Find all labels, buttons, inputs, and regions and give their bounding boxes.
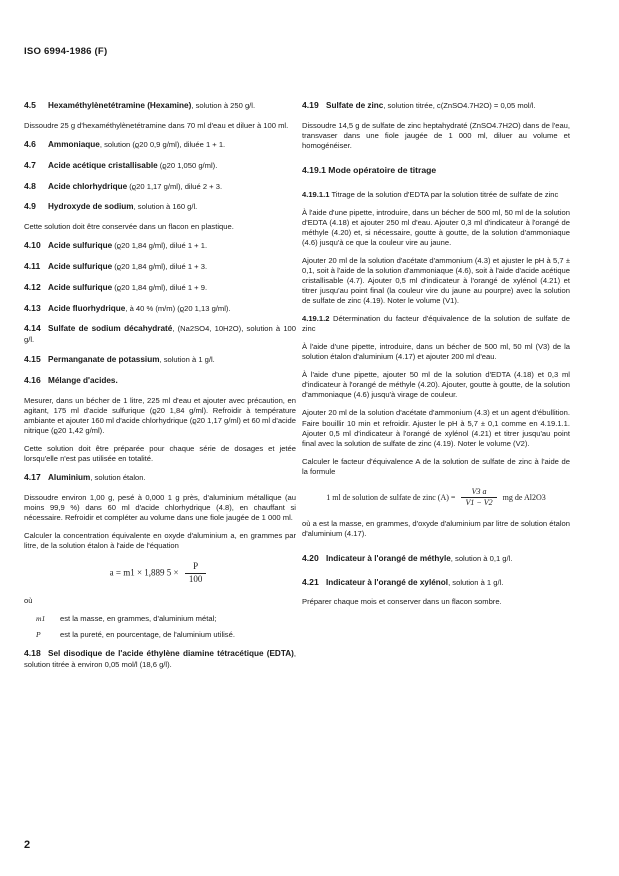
paragraph: Préparer chaque mois et conserver dans un flacon sombre. [302, 597, 502, 607]
section-4-5: 4.5 Hexaméthylènetétramine (Hexamine), solution à 250 g/l. [24, 100, 256, 110]
equation-equivalence-factor: 1 ml de solution de sulfate de zinc (A) = $\frac{V3 a}{V1 - V2}$ mg de Al2O3 [326, 486, 546, 508]
paragraph: Ajouter 20 ml de la solution d'acétate d'ammonium (4.3) et un agent d'ébullition. Faire bouillir 10 min et refroidir. Ajuster le pH à 5,7 ± 0,1 comme en 4.19.1.1. Ajouter 0,5 ml d'indicateur à l'orangé de xylénol (4.21) et titrer jusqu'au point final avec la solution de sulfate de zinc (4.19). Noter le volume (V2). [302, 408, 570, 448]
section-4-10: 4.10 Acide sulfurique (ϱ20 1,84 g/ml), dilué 1 + 1. [24, 240, 208, 251]
subsection-4-19-1-2-title: 4.19.1.2 Détermination du facteur d'équivalence de la solution de sulfate de zinc [302, 314, 570, 334]
paragraph: Dissoudre environ 1,00 g, pesé à 0,000 1 g près, d'aluminium métallique (au moins 99,9 %) dans 60 ml d'acide chlorhydrique (4.8), en chauffant si nécessaire. Refroidir et compléter au volume dans une fiole jaugée de 1 000 ml. [24, 492, 296, 522]
paragraph: Calculer le facteur d'équivalence A de la solution de sulfate de zinc à l'aide de la formule [302, 456, 570, 476]
paragraph: Dissoudre 25 g d'hexaméthylènetétramine dans 70 ml d'eau et diluer à 100 ml. [24, 120, 289, 130]
subsection-4-19-1-1-title: 4.19.1.1 Titrage de la solution d'EDTA par la solution titrée de sulfate de zinc [302, 190, 559, 200]
section-4-19: 4.19 Sulfate de zinc, solution titrée, c(ZnSO4.7H2O) = 0,05 mol/l. [302, 100, 536, 110]
paragraph: À l'aide d'une pipette, introduire, dans un bécher de 500 ml, 50 ml (V3) de la solution étalon d'aluminium (4.17) et ajouter 200 ml d'eau. [302, 342, 570, 362]
section-4-21: 4.21 Indicateur à l'orangé de xylénol, solution à 1 g/l. [302, 576, 504, 587]
equation-fraction: $\frac{P}{100}$ [185, 561, 207, 586]
section-4-11: 4.11 Acide sulfurique (ϱ20 1,84 g/ml), dilué 1 + 3. [24, 261, 208, 271]
section-4-14: 4.14 Sulfate de sodium décahydraté, (Na2SO4, 10H2O), solution à 100 g/l. [24, 323, 296, 345]
page-number: 2 [24, 839, 31, 851]
paragraph: À l'aide d'une pipette, introduire, dans un bécher de 500 ml, 50 ml de la solution d'EDTA (4.18) et ajouter 250 ml d'eau. Ajouter 0,3 ml d'indicateur à l'orangé de méthyle (4.20) et, si nécessaire, goutte à goutte, de la solution d'ammoniaque (4.6) jusqu'à ce que la couleur vire au jaune. [302, 208, 570, 248]
subsection-4-19-1-title: 4.19.1 Mode opératoire de titrage [302, 164, 437, 175]
paragraph: Mesurer, dans un bécher de 1 litre, 225 ml d'eau et ajouter avec précaution, en agitant, 175 ml d'acide sulfurique (ϱ20 1,84 g/ml). Refroidir à température ambiante et ajouter 160 ml d'acide chlorhydrique (ϱ20 1,17 g/ml) et 60 ml d'acide nitrique (ϱ20 1,42 g/ml). [24, 395, 296, 436]
paragraph: Ajouter 20 ml de la solution d'acétate d'ammonium (4.3) et ajuster le pH à 5,7 ± 0,1, soit à l'aide de la solution d'ammoniaque (4.6), soit à l'aide d'acide acétique cristallisable (4.7). Ajouter 0,5 ml d'indicateur à l'orangé de xylénol (4.21) et titrer jusqu'au point final (la couleur vire du jaune au pourpre) avec la solution de sulfate de zinc (4.19). Noter le volume (V1). [302, 256, 570, 306]
section-4-16: 4.16 Mélange d'acides. [24, 375, 118, 386]
section-4-20: 4.20 Indicateur à l'orangé de méthyle, solution à 0,1 g/l. [302, 552, 513, 563]
paragraph: où a est la masse, en grammes, d'oxyde d'aluminium par litre de solution étalon d'aluminium (4.17). [302, 518, 570, 538]
section-4-8: 4.8 Acide chlorhydrique (ϱ20 1,17 g/ml), dilué 2 + 3. [24, 180, 223, 191]
left-column [24, 100, 296, 679]
paragraph: Cette solution doit être préparée pour chaque série de dosages et jetée lorsqu'elle n'est pas utilisée en totalité. [24, 444, 296, 464]
definition-m1: m1 est la masse, en grammes, d'aluminium métal; [36, 613, 217, 623]
section-4-7: 4.7 Acide acétique cristallisable (ϱ20 1,050 g/ml). [24, 159, 218, 170]
section-4-18: 4.18 Sel disodique de l'acide éthylène diamine tétracétique (EDTA), solution titrée à environ 0,05 mol/l (18,6 g/l). [24, 647, 296, 669]
where-label: où [24, 595, 33, 605]
definitions [24, 614, 296, 640]
section-4-15: 4.15 Permanganate de potassium, solution à 1 g/l. [24, 354, 215, 365]
section-4-12: 4.12 Acide sulfurique (ϱ20 1,84 g/ml), dilué 1 + 9. [24, 281, 208, 292]
definition-p: P est la pureté, en pourcentage, de l'aluminium utilisé. [36, 629, 235, 639]
equation-fraction: $\frac{V3 a}{V1 - V2}$ [461, 487, 496, 509]
equation-aluminium: a = m1 × 1,889 5 × $\frac{P}{100}$ [24, 561, 296, 586]
right-column [302, 100, 570, 615]
section-4-6: 4.6 Ammoniaque, solution (ϱ20 0,9 g/ml), diluée 1 + 1. [24, 138, 226, 149]
paragraph: Dissoudre 14,5 g de sulfate de zinc heptahydraté (ZnSO4.7H2O) dans de l'eau, transvaser dans une fiole jaugée de 1 000 ml, diluer au volume et homogénéiser. [302, 120, 570, 150]
page-header: ISO 6994-1986 (F) [24, 46, 108, 57]
paragraph: À l'aide d'une pipette, ajouter 50 ml de la solution d'EDTA (4.18) et 0,3 ml d'indicateur à l'orangé de méthyle (4.20). Ajouter, goutte à goutte, de la solution d'ammoniaque (4.6) jusqu'à virage de couleur. [302, 370, 570, 400]
section-4-9: 4.9 Hydroxyde de sodium, solution à 160 g/l. [24, 201, 198, 212]
section-4-17: 4.17 Aluminium, solution étalon. [24, 472, 146, 483]
paragraph: Cette solution doit être conservée dans un flacon en plastique. [24, 222, 234, 232]
paragraph: Calculer la concentration équivalente en oxyde d'aluminium a, en grammes par litre, de la solution étalon à l'aide de l'équation [24, 530, 296, 550]
section-4-13: 4.13 Acide fluorhydrique, à 40 % (m/m) (ϱ20 1,13 g/ml). [24, 302, 231, 313]
